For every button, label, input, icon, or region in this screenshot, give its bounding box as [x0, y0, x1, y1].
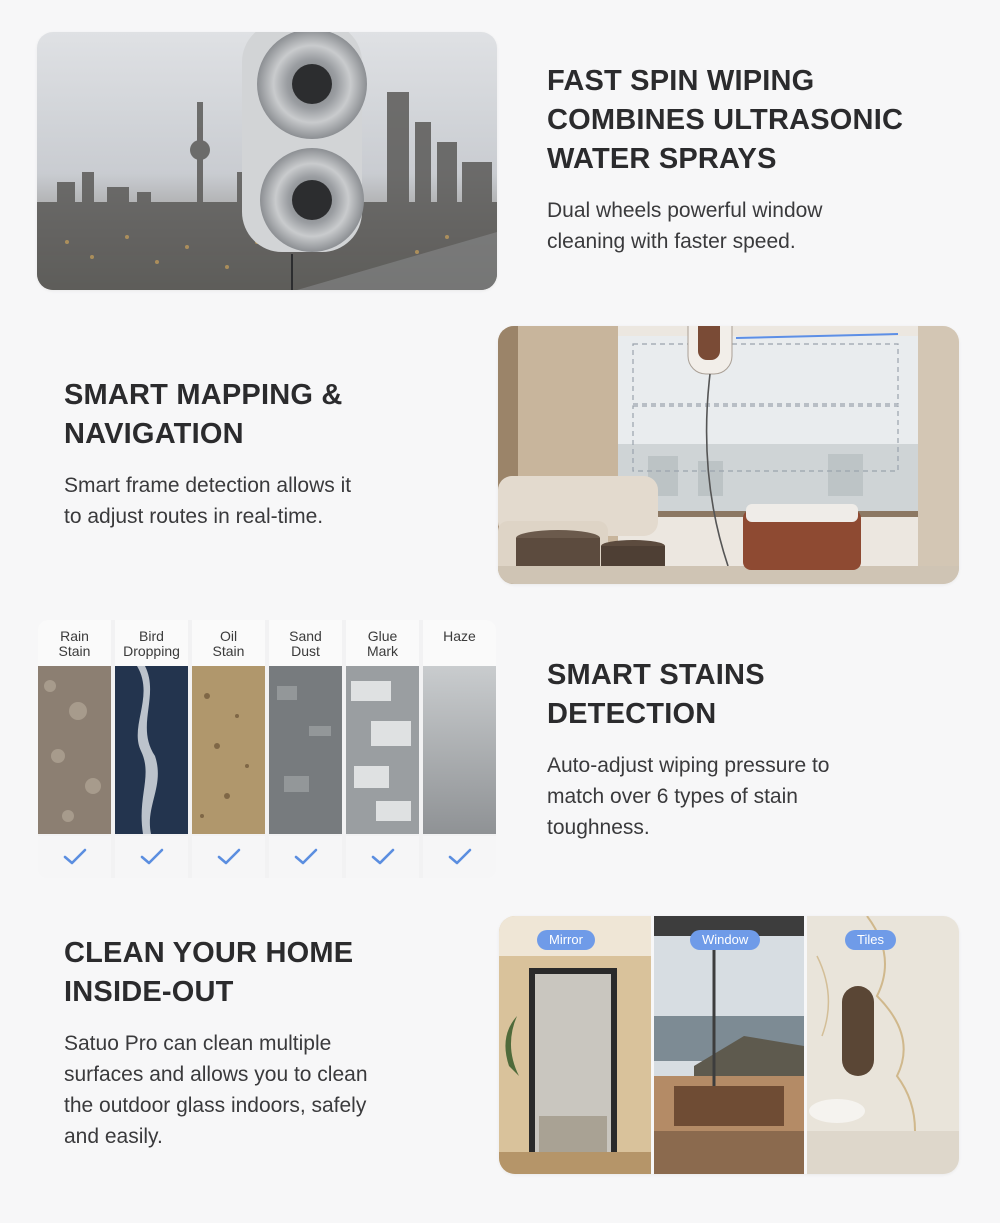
stain-oil-stain [192, 620, 265, 878]
oil-stain-image [192, 666, 265, 834]
body-line: match over 6 types of stain [547, 785, 798, 808]
stain-label [269, 620, 342, 666]
body-line: and easily. [64, 1125, 163, 1148]
stain-label [423, 620, 496, 666]
heading-line: SMART STAINS [547, 659, 765, 691]
stain-label [192, 620, 265, 666]
stain-label [346, 620, 419, 666]
section-4-description [64, 1028, 484, 1152]
stain-label-line: Dropping [123, 643, 180, 659]
heading-line: DETECTION [547, 698, 717, 730]
heading-line: FAST SPIN WIPING [547, 65, 815, 97]
window-surface-image [654, 916, 804, 1174]
stain-label-line: Rain [60, 628, 89, 644]
stain-label-line: Bird [139, 628, 164, 644]
section-2-description [64, 470, 484, 532]
stain-label-line: Haze [443, 628, 476, 644]
rain-stain-image [38, 666, 111, 834]
section-2-text [64, 376, 484, 532]
body-line: Dual wheels powerful window [547, 199, 823, 222]
sand-dust-image [269, 666, 342, 834]
body-line: to adjust routes in real-time. [64, 505, 324, 528]
glue-mark-image [346, 666, 419, 834]
stain-glue-mark [346, 620, 419, 878]
stain-label [115, 620, 188, 666]
stain-label-line: Sand [289, 628, 322, 644]
stain-label [38, 620, 111, 666]
body-line: toughness. [547, 816, 650, 839]
body-line: Satuo Pro can clean multiple [64, 1032, 332, 1055]
check-icon [423, 836, 496, 878]
stain-rain-stain [38, 620, 111, 878]
tiles-surface-image [807, 916, 959, 1174]
section-3-text [547, 656, 967, 843]
heading-line: INSIDE-OUT [64, 976, 234, 1008]
check-icon [192, 836, 265, 878]
stain-label-line: Mark [366, 643, 399, 659]
check-icon [115, 836, 188, 878]
stain-label-line: Stain [212, 643, 245, 659]
stain-label-line: Dust [291, 643, 320, 659]
stain-label-line: Stain [58, 643, 91, 659]
surface-label-mirror: Mirror [537, 930, 595, 950]
body-line: cleaning with faster speed. [547, 230, 796, 253]
body-line: Smart frame detection allows it [64, 474, 352, 497]
body-line: the outdoor glass indoors, safely [64, 1094, 367, 1117]
section-4-heading [64, 934, 484, 1012]
stain-bird-dropping [115, 620, 188, 878]
stain-label-line: Glue [367, 628, 398, 644]
section-1-description [547, 195, 967, 257]
section-2-heading [64, 376, 484, 454]
section-4-text [64, 934, 484, 1152]
mirror-surface-image [499, 916, 651, 1174]
heading-line: WATER SPRAYS [547, 143, 777, 175]
surface-label-window: Window [690, 930, 760, 950]
stain-sand-dust [269, 620, 342, 878]
haze-image [423, 666, 496, 834]
check-icon [269, 836, 342, 878]
spin-wiping-image [37, 32, 497, 290]
heading-line: CLEAN YOUR HOME [64, 937, 354, 969]
body-line: surfaces and allows you to clean [64, 1063, 368, 1086]
heading-line: NAVIGATION [64, 418, 244, 450]
check-icon [38, 836, 111, 878]
check-icon [346, 836, 419, 878]
section-3-heading [547, 656, 967, 734]
mapping-navigation-image [498, 326, 959, 584]
section-1-text [547, 62, 967, 257]
stain-types-grid [38, 620, 496, 878]
stain-haze [423, 620, 496, 878]
stain-label-line: Oil [219, 628, 238, 644]
section-1-heading [547, 62, 967, 179]
body-line: Auto-adjust wiping pressure to [547, 754, 830, 777]
heading-line: COMBINES ULTRASONIC [547, 104, 904, 136]
surface-label-tiles: Tiles [845, 930, 896, 950]
heading-line: SMART MAPPING & [64, 379, 343, 411]
surfaces-image-group [499, 916, 959, 1174]
section-3-description [547, 750, 967, 843]
bird-dropping-image [115, 666, 188, 834]
